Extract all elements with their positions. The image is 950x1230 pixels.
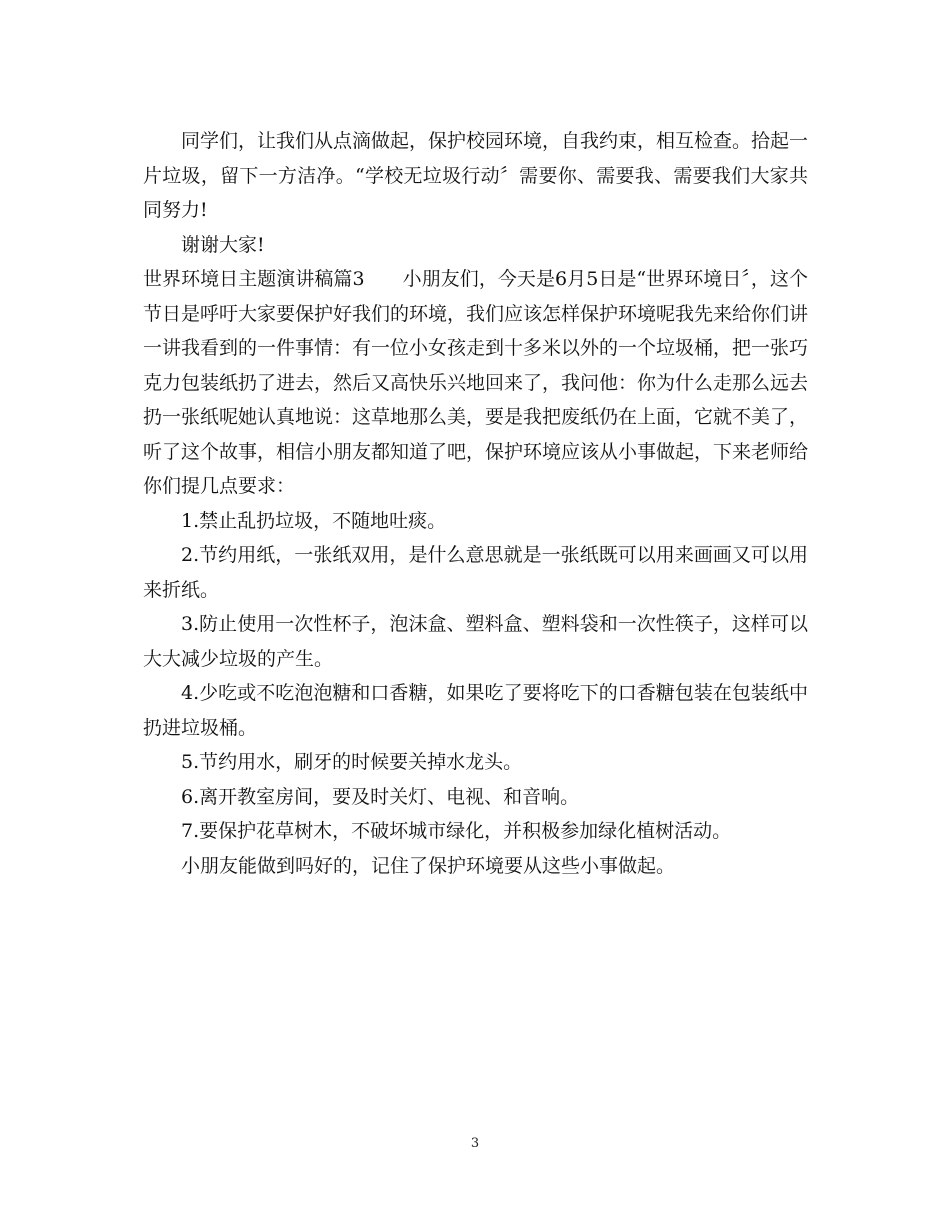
- list-item-5: 5.节约用水，刷牙的时候要关掉水龙头。: [181, 751, 523, 773]
- list-item-2: 2.节约用纸，一张纸双用，是什么意思就是一张纸既可以用来画画又可以用来折纸。: [143, 544, 808, 601]
- paragraph-closing-appeal: 同学们，让我们从点滴做起，保护校园环境，自我约束，相互检查。拾起一片垃圾，留下一方洁净。“学校无垃圾行动〞需要你、需要我、需要我们大家共同努力!: [143, 130, 809, 221]
- document-body: [143, 124, 808, 883]
- list-item-4: 4.少吃或不吃泡泡糖和口香糖，如果吃了要将吃下的口香糖包装在包装纸中扔进垃圾桶。: [143, 682, 808, 739]
- paragraph-thanks: 谢谢大家!: [181, 233, 265, 256]
- paragraph-speech-3-intro: 世界环境日主题演讲稿篇3 小朋友们，今天是6月5日是“世界环境日〞，这个节日是呼吁大家要保护好我们的环境，我们应该怎样保护环境呢我先来给你们讲一讲我看到的一件事情：有一位小女孩走到十多米以外的一个垃圾桶，把一张巧克力包装纸扔了进去，然后又高快乐兴地回来了，我问他：你为什么走那么远去扔一张纸呢她认真地说：这草地那么美，要是我把废纸仍在上面，它就不美了，听了这个故事，相信小朋友都知道了吧，保护环境应该从小事做起，下来老师给你们提几点要求：: [143, 268, 809, 497]
- paragraph-conclusion: 小朋友能做到吗好的，记住了保护环境要从这些小事做起。: [181, 854, 676, 877]
- list-item-7: 7.要保护花草树木，不破坏城市绿化，并积极参加绿化植树活动。: [181, 820, 732, 842]
- list-item-3: 3.防止使用一次性杯子，泡沫盒、塑料盒、塑料袋和一次性筷子，这样可以大大减少垃圾的产生。: [143, 613, 808, 670]
- list-item-6: 6.离开教室房间，要及时关灯、电视、和音响。: [181, 785, 580, 808]
- list-item-1: 1.禁止乱扔垃圾，不随地吐痰。: [181, 509, 447, 532]
- page-number: 3: [470, 1136, 480, 1151]
